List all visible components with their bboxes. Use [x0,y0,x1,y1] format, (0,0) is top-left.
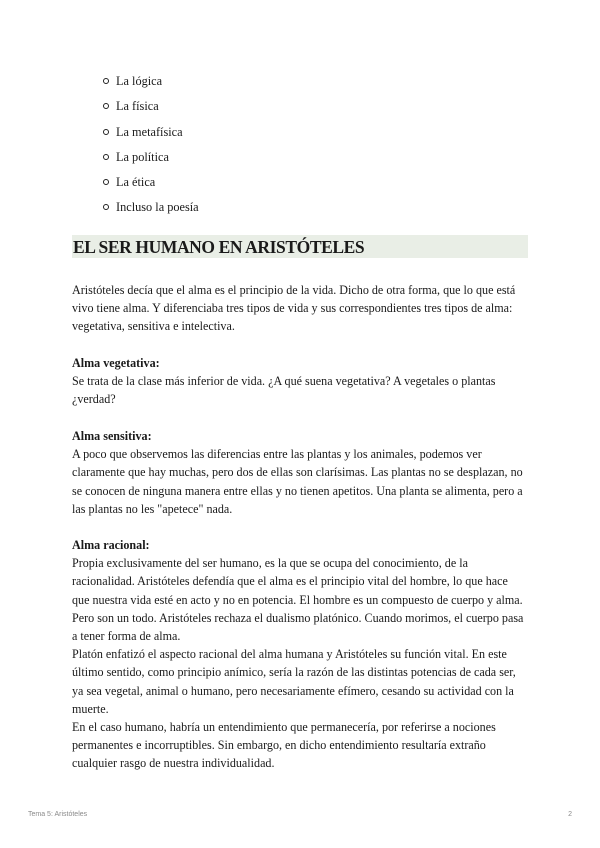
section-title: Alma sensitiva: [72,429,152,443]
list-item [103,123,199,148]
list-item [103,97,199,122]
circle-bullet-icon [103,103,109,109]
list-item [103,198,199,223]
list-item-text: Incluso la poesía [116,200,199,215]
section-paragraph: Propia exclusivamente del ser humano, es la que se ocupa del conocimiento, de la racionalidad. Aristóteles defendía que el alma es el principio vital del hombre, lo que hace que nuestra vida esté en acto y no en potencia. El hombre es un compuesto de cuerpo y alma. Pero son un todo. Aristóteles rechaza el dualismo platónico. Cuando morimos, el cuerpo pasa a tener forma de alma. [72,556,524,644]
page-number: 2 [568,811,572,818]
topics-list [103,72,199,224]
intro-paragraph: Aristóteles decía que el alma es el principio de la vida. Dicho de otra forma, que lo que está vivo tiene alma. Y diferenciaba tres tipos de vida y sus correspondientes tres tipos de alma: vegetativa, sensitiva e intelectiva. [72,283,516,334]
circle-bullet-icon [103,78,109,84]
list-item-text: La ética [116,175,156,190]
list-item-text: La metafísica [116,124,183,139]
list-item-text: La física [116,99,159,114]
circle-bullet-icon [103,154,109,160]
circle-bullet-icon [103,129,109,135]
section-paragraph: Se trata de la clase más inferior de vida. ¿A qué suena vegetativa? A vegetales o plantas ¿verdad? [72,374,496,407]
list-item [103,148,199,173]
section-title: Alma racional: [72,538,150,552]
list-item [103,173,199,198]
section-paragraph: En el caso humano, habría un entendimiento que permanecería, por referirse a nociones permanentes e incorruptibles. Sin embargo, en dicho entendimiento resultaría extraño cualquier rasgo de nuestra individualidad. [72,720,496,771]
footer-title: Tema 5: Aristóteles [28,811,88,818]
section-alma-sensitiva [72,427,528,518]
section-alma-racional [72,536,528,773]
section-paragraph: Platón enfatizó el aspecto racional del alma humana y Aristóteles su función vital. En este último sentido, como principio anímico, sería la razón de las distintas potencias de cada ser, ya sea vegetal, animal o humano, pero necesariamente efímero, cesando su actividad con la muerte. [72,647,516,716]
section-alma-vegetativa [72,354,528,409]
circle-bullet-icon [103,204,109,210]
circle-bullet-icon [103,179,109,185]
section-title: Alma vegetativa: [72,356,160,370]
list-item-text: La política [116,149,169,164]
section-paragraph: A poco que observemos las diferencias entre las plantas y los animales, podemos ver claramente que hay muchas, pero dos de ellas son clarísimas. Las plantas no se desplazan, no se conocen de ninguna manera entre ellas y no tienen apetitos. Una planta se alimenta, pero a las plantas no les "apetece" nada. [72,447,523,516]
section-heading: EL SER HUMANO EN ARISTÓTELES [73,237,365,257]
list-item [103,72,199,97]
list-item-text: La lógica [116,74,163,88]
